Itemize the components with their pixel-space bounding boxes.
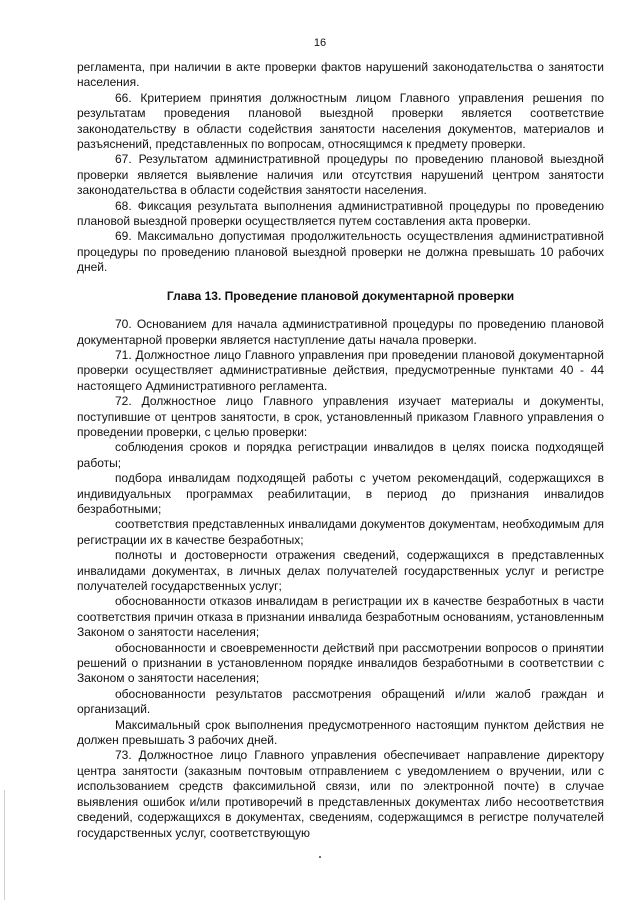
scan-dot-mark [319,856,321,858]
list-item: обоснованности результатов рассмотрения обращений и/или жалоб граждан и организаций. [77,686,604,717]
paragraph-70: 70. Основанием для начала административной процедуры по проведению плановой документарной проверки является наступление даты начала проверки. [77,317,604,347]
paragraph-67: 67. Результатом административной процедуры по проведению плановой выездной проверки является выявление наличия или отсутствия нарушений центром занятости законодательства в области содействия занятости населения. [77,152,604,198]
paragraph-72: 72. Должностное лицо Главного управления изучает материалы и документы, поступившие от центров занятости, в срок, установленный приказом Главного управления о проведении проверки, с целью проверки: [77,394,604,439]
list-item: полноты и достоверности отражения сведений, содержащихся в представленных инвалидами документах, в личных делах получателей государственных услуг и регистре получателей государственных услуг; [77,548,604,593]
list-item: обоснованности отказов инвалидам в регистрации их в качестве безработных в части соответствия причин отказа в признании инвалида безработным основаниям, установленным Законом о занятости населения; [77,594,604,640]
list-item: соблюдения сроков и порядка регистрации инвалидов в целях поиска подходящей работы; [77,440,604,470]
list-item: обоснованности и своевременности действий при рассмотрении вопросов о принятии решений о признании в установленном порядке инвалидов безработными в соответствии с Законом о занятости населения; [77,640,604,686]
chapter-heading: Глава 13. Проведение плановой документарной проверки [166,288,515,303]
paragraph: регламента, при наличии в акте проверки фактов нарушений законодательства о занятости населения. [77,60,604,90]
scan-edge-mark [4,790,5,900]
page-number: 16 [313,37,327,49]
paragraph-68: 68. Фиксация результата выполнения административной процедуры по проведению плановой выездной проверки осуществляется путем составления акта проверки. [77,198,604,229]
paragraph-66: 66. Критерием принятия должностным лицом Главного управления решения по результатам проведения плановой выездной проверки является соответствие законодательству в области содействия занятости населения документов, материалов и разъяснений, представленных по вопросам, относящимся к предмету проверки. [77,90,604,152]
document-body [77,60,604,841]
paragraph-deadline: Максимальный срок выполнения предусмотренного настоящим пунктом действия не должен превышать 3 рабочих дней. [77,717,604,748]
paragraph-73: 73. Должностное лицо Главного управления обеспечивает направление директору центра занятости (заказным почтовым отправлением с уведомлением о вручении, или с использованием средств факсимильной связи, или по электронной почте) в случае выявления ошибок и/или противоречий в представленных документах либо несоответствия сведений, содержащихся в документах, сведениям, содержащимся в регистре получателей государственных услуг, соответствующую [77,748,604,840]
paragraph-69: 69. Максимально допустимая продолжительность осуществления административной процедуры по проведению плановой выездной проверки не должна превышать 10 рабочих дней. [77,229,604,275]
paragraph-71: 71. Должностное лицо Главного управления при проведении плановой документарной проверки осуществляет административные действия, предусмотренные пунктами 40 - 44 настоящего Административного регламента. [77,347,604,393]
list-item: соответствия представленных инвалидами документов документам, необходимым для регистрации их в качестве безработных; [77,517,604,547]
list-item: подбора инвалидам подходящей работы с учетом рекомендаций, содержащихся в индивидуальных программах реабилитации, в период до признания инвалидов безработными; [77,471,604,516]
